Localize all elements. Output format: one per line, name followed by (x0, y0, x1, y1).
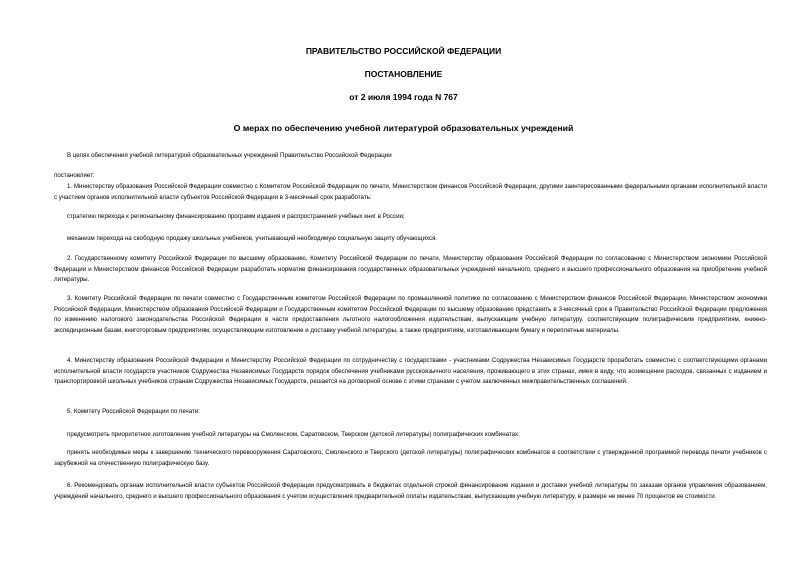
paragraph-2: 2. Государственному комитету Российской Федерации по высшему образованию, Комитету Российской Федерации по печати, Министерству образования Российской Федерации по согласованию с Министерством экономики Российской Федерации и Министерством финансов Российской Федерации разработать норматив финансирования государственных образовательных учреждений начального, среднего и высшего профессионального образования на приобретение учебной литературы. (54, 255, 767, 284)
intro-paragraph: В целях обеспечения учебной литературой образовательных учреждений Правительство Российской Федерации (67, 152, 392, 159)
document-title: О мерах по обеспечению учебной литературой образовательных учреждений (233, 123, 574, 133)
paragraph-1-item-b: механизм перехода на свободную продажу школьных учебников, учитывающий необходимую социальную защиту обучающихся. (67, 235, 438, 242)
paragraph-4: 4. Министерству образования Российской Федерации и Министерству Российской Федерации по сотрудничеству с государствами - участниками Содружества Независимых Государств проработать совместно с соответствующими органами исполнительной власти государств участников Содружества Независимых Государств порядок обеспечения учебниками русскоязычного населения, проживающего в этих странах, имея в виду, что возмещение расходов, связанных с изданием и транспортировкой школьных учебников странам Содружества Независимых Государств, решается на договорной основе с этими странами с учетом заключенных межправительственных соглашений. (54, 357, 767, 386)
paragraph-1-item-a: стратегию перехода к региональному финансированию программ издания и распространения учебных книг в России; (67, 213, 405, 220)
date-number-heading: от 2 июля 1994 года N 767 (349, 92, 458, 102)
paragraph-5: 5. Комитету Российской Федерации по печати: (67, 408, 200, 415)
paragraph-5-item-a: предусмотреть приоритетное изготовление учебной литературы на Смоленском, Саратовском, Тверском (детской литературы) полиграфических комбинатах; (67, 431, 520, 438)
paragraph-3: 3. Комитету Российской Федерации по печати совместно с Государственным комитетом Российской Федерации по промышленной политике по согласованию с Министерством финансов Российской Федерации, Министерством экономики Российской Федерации, Министерством образования Российской Федерации и Государственным комитетом Российской Федерации по высшему образованию представить в 3-месячный срок в Правительство Российской Федерации предложения по изменению налогового законодательства Российской Федерации в части предоставления льготного налогообложения издательствам, выпускающим учебную литературу, соответствующим полиграфическим предприятиям, книжно-экспедиционным базам, книготорговым предприятиям, осуществляющим изготовление и доставку учебной литературы, а также предприятиям, изготавливающим бумагу и переплетные материалы. (54, 295, 767, 334)
paragraph-5-item-b: принять необходимые меры к завершению технического перевооружения Саратовского, Смоленского и Тверского (детской литературы) полиграфических комбинатов в соответствии с утвержденной программой перевода печати учебников с зарубежной на отечественную полиграфическую базу. (54, 449, 767, 467)
decrees-line: постановляет: (54, 172, 95, 179)
paragraph-1: 1. Министерству образования Российской Федерации совместно с Комитетом Российской Федерации по печати, Министерством финансов Российской Федерации, другими заинтересованными федеральными органами исполнительной власти с участием органов исполнительной власти субъектов Российской Федерации в 3-месячный срок разработать: (54, 183, 767, 201)
paragraph-6: 6. Рекомендовать органам исполнительной власти субъектов Российской Федерации предусматривать в бюджетах отдельной строкой финансирование издания и доставки учебной литературы по заказам органов управления образованием, учреждений начального, среднего и высшего профессионального образования с учетом осуществления предварительной оплаты издательствам, выпускающим учебную литературу, в размере не менее 70 процентов ее стоимости. (54, 482, 767, 500)
document-type-heading: ПОСТАНОВЛЕНИЕ (364, 69, 443, 79)
government-heading: ПРАВИТЕЛЬСТВО РОССИЙСКОЙ ФЕДЕРАЦИИ (305, 46, 502, 56)
